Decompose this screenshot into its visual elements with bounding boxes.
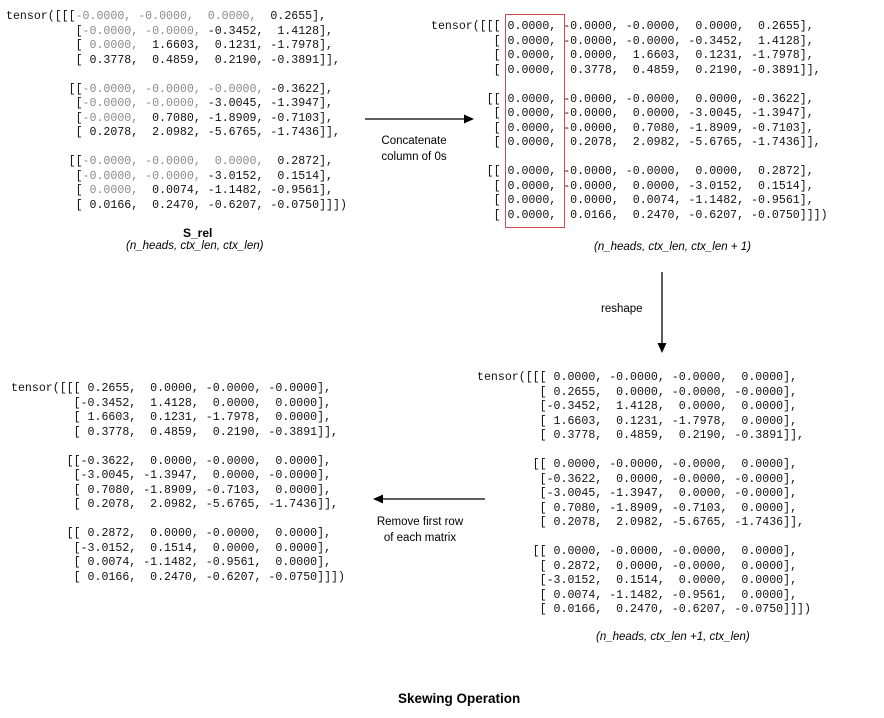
- tensor-text: [: [6, 24, 83, 38]
- s-rel-shape: (n_heads, ctx_len, ctx_len): [126, 240, 264, 252]
- skewed-tensor: tensor([[[ 0.2655, 0.0000, -0.0000, -0.0000], [-0.3452, 1.4128, 0.0000, 0.0000], [ 1.6603, 0.1231, -1.7978, 0.0000], [ 0.3778, 0.4859, 0.2190, -0.3891]], [[-0.3622, 0.0000, -0.0000, 0.0000], [-3.0045, -1.3947, 0.0000, -0.0000], [ 0.7080, -1.8909, -0.7103, 0.0000], [ 0.2078, 2.0982, -5.6765, -1.7436]], [[ 0.2872, 0.0000, -0.0000, 0.0000], [-3.0152, 0.1514, 0.0000, 0.0000], [ 0.0074, -1.1482, -0.9561, 0.0000], [ 0.0166, 0.2470, -0.6207, -0.0750]]]): [11, 382, 345, 584]
- tensor-text: [: [6, 97, 83, 110]
- concat-label: Concatenate column of 0s: [381, 135, 447, 163]
- tensor-text: 0.7080, -1.8909, -0.7103],: [138, 111, 334, 125]
- tensor-text: [[: [6, 82, 83, 96]
- masked-values: -0.0000, -0.0000,: [82, 24, 201, 38]
- tensor-text: [: [6, 184, 90, 197]
- masked-values: -0.0000,: [82, 111, 139, 125]
- reshaped-tensor: tensor([[[ 0.0000, -0.0000, -0.0000, 0.0000], [ 0.2655, 0.0000, -0.0000, -0.0000], [-0.3452, 1.4128, 0.0000, 0.0000], [ 1.6603, 0.1231, -1.7978, 0.0000], [ 0.3778, 0.4859, 0.2190, -0.3891]], [[ 0.0000, -0.0000, -0.0000, 0.0000], [-0.3622, 0.0000, -0.0000, -0.0000], [-3.0045, -1.3947, 0.0000, -0.0000], [ 0.7080, -1.8909, -0.7103, 0.0000], [ 0.2078, 2.0982, -5.6765, -1.7436]], [[ 0.0000, -0.0000, -0.0000, 0.0000], [ 0.2872, 0.0000, -0.0000, 0.0000], [-3.0152, 0.1514, 0.0000, 0.0000], [ 0.0074, -1.1482, -0.9561, 0.0000], [ 0.0166, 0.2470, -0.6207, -0.0750]]]): [477, 371, 811, 616]
- tensor-text: 0.2655],: [256, 10, 327, 23]
- concatenated-shape: (n_heads, ctx_len, ctx_len + 1): [594, 241, 751, 253]
- reshape-label: reshape: [601, 303, 643, 315]
- masked-values: 0.0000,: [89, 184, 139, 197]
- tensor-text: -3.0045, -1.3947],: [200, 97, 334, 110]
- tensor-text: 1.6603, 0.1231, -1.7978],: [138, 39, 334, 52]
- zero-column-highlight: [505, 14, 565, 228]
- masked-values: -0.0000, -0.0000,: [82, 169, 201, 183]
- figure-caption: Skewing Operation: [398, 691, 521, 706]
- masked-values: -0.0000, -0.0000, 0.0000,: [75, 10, 257, 23]
- tensor-text: tensor([[[: [6, 10, 76, 23]
- concatenated-tensor: tensor([[[ 0.0000, -0.0000, -0.0000, 0.0000, 0.2655], [ 0.0000, -0.0000, -0.0000, -0.3452, 1.4128], [ 0.0000, 0.0000, 1.6603, 0.1231, -1.7978], [ 0.0000, 0.3778, 0.4859, 0.2190, -0.3891]], [[ 0.0000, -0.0000, -0.0000, 0.0000, -0.3622], [ 0.0000, -0.0000, 0.0000, -3.0045, -1.3947], [ 0.0000, -0.0000, 0.7080, -1.8909, -0.7103], [ 0.0000, 0.2078, 2.0982, -5.6765, -1.7436]], [[ 0.0000, -0.0000, -0.0000, 0.0000, 0.2872], [ 0.0000, -0.0000, 0.0000, -3.0152, 0.1514], [ 0.0000, 0.0000, 0.0074, -1.1482, -0.9561], [ 0.0000, 0.0166, 0.2470, -0.6207, -0.0750]]]): [431, 20, 828, 222]
- tensor-text: [: [6, 169, 83, 183]
- masked-values: -0.0000, -0.0000, 0.0000,: [82, 155, 264, 168]
- tensor-text: [: [6, 111, 83, 125]
- masked-values: 0.0000,: [89, 39, 139, 52]
- remove-label: Remove first row of each matrix: [376, 516, 464, 544]
- tensor-text: -0.3622],: [263, 82, 334, 96]
- masked-values: -0.0000, -0.0000,: [82, 97, 201, 110]
- tensor-text: [ 0.2078, 2.0982, -5.6765, -1.7436]],: [6, 126, 340, 139]
- tensor-text: [ 0.3778, 0.4859, 0.2190, -0.3891]],: [6, 53, 340, 67]
- s-rel-title: S_rel: [183, 226, 213, 240]
- tensor-text: 0.2872],: [263, 155, 334, 168]
- masked-values: -0.0000, -0.0000, -0.0000,: [82, 82, 264, 96]
- reshaped-shape: (n_heads, ctx_len +1, ctx_len): [596, 631, 750, 643]
- tensor-text: -3.0152, 0.1514],: [200, 169, 334, 183]
- tensor-text: -0.3452, 1.4128],: [200, 24, 334, 38]
- tensor-text: [[: [6, 155, 83, 168]
- tensor-text: [: [6, 39, 90, 52]
- tensor-text: [ 0.0166, 0.2470, -0.6207, -0.0750]]]): [6, 198, 347, 212]
- tensor-text: 0.0074, -1.1482, -0.9561],: [138, 184, 334, 197]
